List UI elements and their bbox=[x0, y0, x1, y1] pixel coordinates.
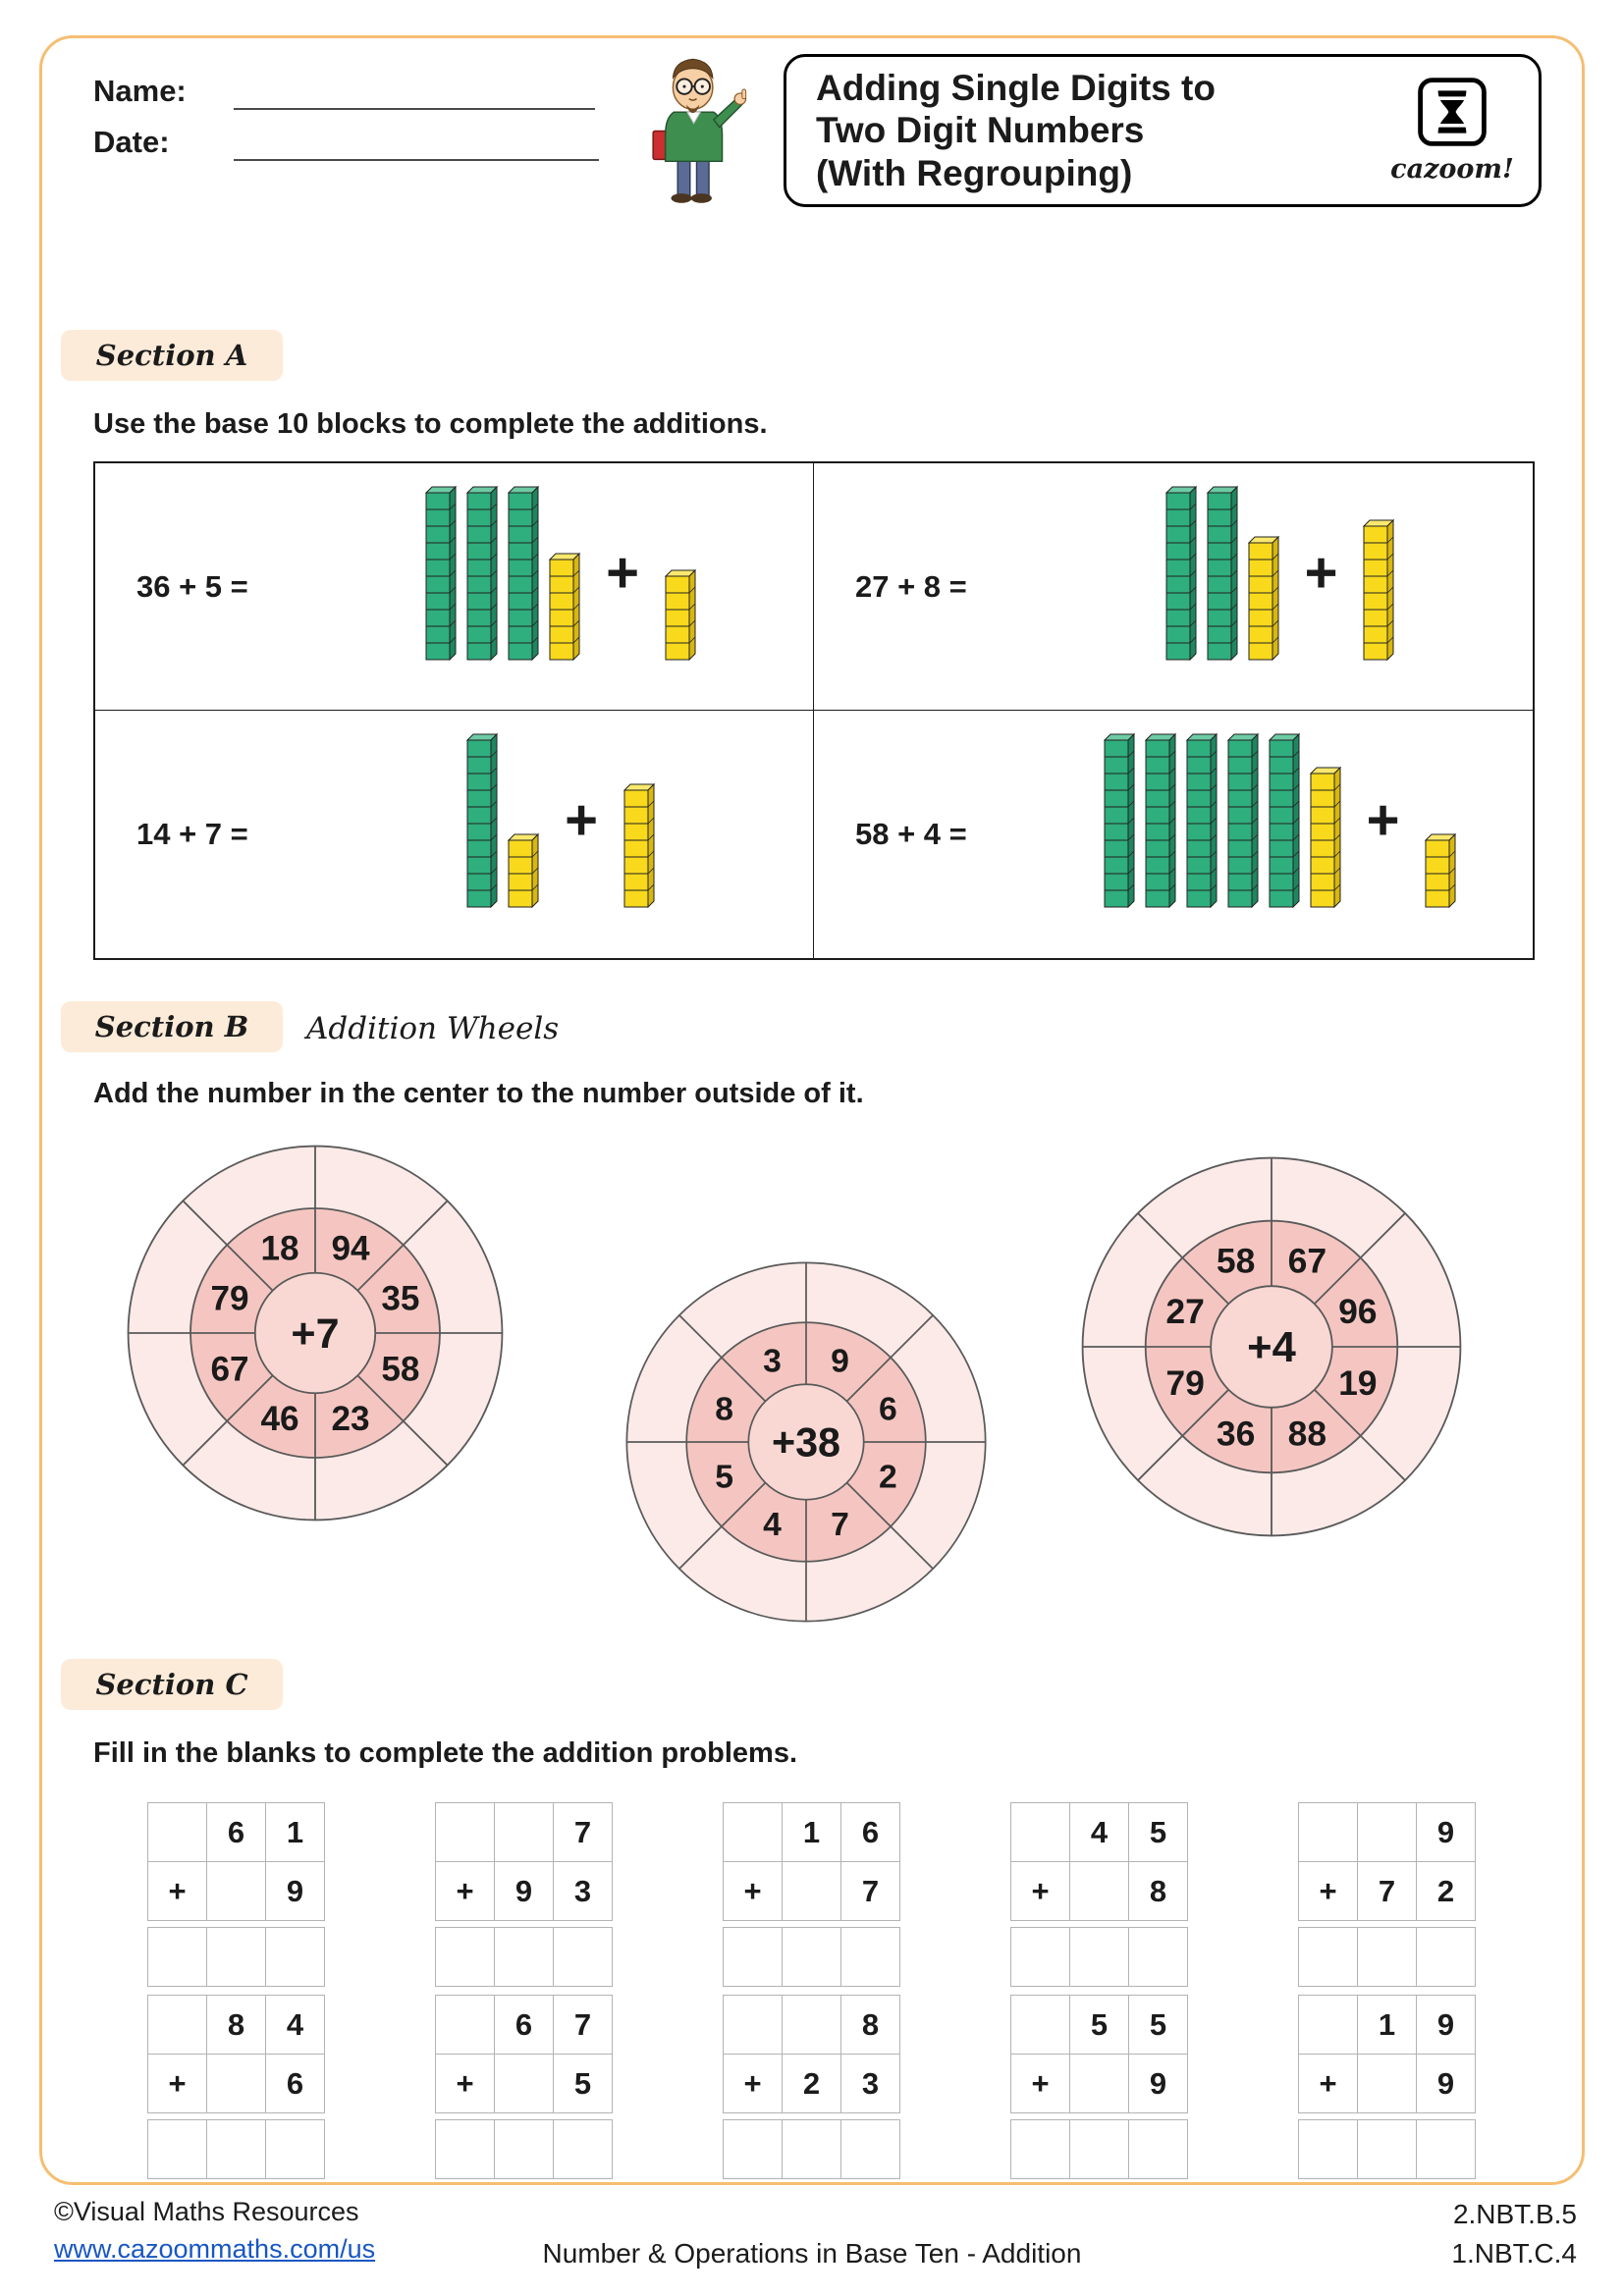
name-label: Name: bbox=[93, 74, 187, 108]
section-a-label: Section A bbox=[61, 330, 283, 381]
ones-rod bbox=[623, 783, 655, 908]
grid-cell bbox=[1069, 1927, 1129, 1987]
grid-cell bbox=[147, 1802, 207, 1862]
grid-cell bbox=[147, 2119, 207, 2179]
grid-cell bbox=[782, 1995, 841, 2055]
grid-cell bbox=[1069, 2054, 1129, 2113]
grid-cell bbox=[1298, 1802, 1358, 1862]
cazoom-logo bbox=[1389, 77, 1515, 185]
grid-cell bbox=[1298, 1927, 1358, 1987]
grid-cell: 4 bbox=[265, 1995, 325, 2055]
footer-copyright: ©Visual Maths Resources bbox=[54, 2197, 359, 2226]
grid-row bbox=[723, 1862, 900, 1921]
grid-cell: 5 bbox=[1128, 1802, 1188, 1862]
grid-cell bbox=[723, 1995, 783, 2055]
grid-cell bbox=[1357, 2054, 1417, 2113]
base10-problem-cell bbox=[95, 463, 814, 711]
wheel-number: 96 bbox=[1338, 1292, 1378, 1332]
grid-row bbox=[1010, 1802, 1188, 1862]
tens-rod bbox=[466, 486, 498, 661]
wheel-number: 94 bbox=[331, 1229, 370, 1268]
base10-blocks bbox=[1066, 486, 1533, 688]
tens-rod bbox=[1186, 733, 1218, 908]
grid-cell bbox=[206, 2119, 266, 2179]
tens-rod bbox=[1227, 733, 1259, 908]
wheel-number: 46 bbox=[260, 1400, 299, 1439]
grid-cell bbox=[723, 1927, 783, 1987]
ones-rod bbox=[549, 553, 580, 661]
grid-cell bbox=[782, 1861, 841, 1921]
wheel-center-label: +4 bbox=[1247, 1324, 1296, 1372]
plus-sign: + bbox=[606, 540, 639, 605]
grid-row bbox=[1010, 1928, 1188, 1987]
footer-url-link[interactable]: www.cazoommaths.com/us bbox=[54, 2234, 376, 2264]
worksheet-title bbox=[786, 67, 1216, 195]
grid-cell bbox=[435, 2119, 495, 2179]
wheel-number: 27 bbox=[1165, 1292, 1205, 1332]
grid-cell: 6 bbox=[494, 1995, 554, 2055]
grid-cell bbox=[1069, 1861, 1129, 1921]
grid-cell: 1 bbox=[782, 1802, 841, 1862]
grid-cell bbox=[494, 1927, 554, 1987]
base10-problem-cell bbox=[95, 711, 814, 958]
wheel-number: 2 bbox=[878, 1458, 897, 1496]
grid-cell: + bbox=[435, 2054, 495, 2113]
title-line-2: Two Digit Numbers bbox=[816, 110, 1145, 151]
addition-wheel-3 bbox=[1078, 1153, 1465, 1540]
wheel-number: 23 bbox=[331, 1400, 370, 1439]
grid-cell bbox=[1010, 1927, 1070, 1987]
grid-row bbox=[435, 2120, 613, 2179]
addition-problem-grid bbox=[435, 1802, 613, 1987]
addition-problem-grid bbox=[1298, 1802, 1476, 1987]
addition-problem-grid bbox=[723, 1995, 900, 2179]
ones-rod bbox=[1310, 767, 1341, 908]
section-b-instruction: Add the number in the center to the number outside of it. bbox=[93, 1078, 864, 1109]
grid-cell bbox=[206, 1861, 266, 1921]
grid-row bbox=[723, 2055, 900, 2113]
grid-row bbox=[147, 1862, 325, 1921]
base10-problem-cell bbox=[814, 463, 1533, 711]
grid-row bbox=[147, 1802, 325, 1862]
grid-cell bbox=[782, 1927, 841, 1987]
grid-row bbox=[723, 1995, 900, 2055]
grid-cell bbox=[1357, 1802, 1417, 1862]
grid-cell: 5 bbox=[1128, 1995, 1188, 2055]
grid-cell: + bbox=[147, 1861, 207, 1921]
wheel-center-label: +7 bbox=[291, 1310, 340, 1359]
wheel-number: 6 bbox=[878, 1390, 897, 1428]
grid-cell: 5 bbox=[1069, 1995, 1129, 2055]
worksheet-title-box bbox=[784, 54, 1542, 207]
base10-blocks bbox=[348, 486, 813, 688]
grid-cell bbox=[782, 2119, 841, 2179]
tens-rod bbox=[425, 486, 457, 661]
grid-row bbox=[723, 1928, 900, 1987]
grid-cell bbox=[1416, 1927, 1476, 1987]
grid-cell bbox=[553, 1927, 613, 1987]
grid-cell: 7 bbox=[553, 1802, 613, 1862]
cazoom-logo-text: cazoom! bbox=[1390, 154, 1514, 185]
ones-rod bbox=[1248, 536, 1279, 661]
grid-cell: 1 bbox=[1357, 1995, 1417, 2055]
grid-cell: 2 bbox=[782, 2054, 841, 2113]
teacher-illustration bbox=[630, 49, 763, 216]
grid-cell bbox=[435, 1802, 495, 1862]
grid-cell: 9 bbox=[1128, 2054, 1188, 2113]
grid-cell: + bbox=[723, 2054, 783, 2113]
grid-cell: 1 bbox=[265, 1802, 325, 1862]
footer-center-text: Number & Operations in Base Ten - Addition bbox=[542, 2238, 1082, 2269]
grid-cell: 8 bbox=[1128, 1861, 1188, 1921]
addition-problem-grid bbox=[1298, 1995, 1476, 2179]
title-line-3: (With Regrouping) bbox=[816, 152, 1133, 193]
wheel-number: 5 bbox=[715, 1458, 734, 1496]
grid-row bbox=[435, 1995, 613, 2055]
grid-cell: 8 bbox=[206, 1995, 266, 2055]
wheel-number: 58 bbox=[381, 1350, 420, 1389]
wheel-number: 9 bbox=[831, 1342, 849, 1380]
wheel-number: 79 bbox=[1165, 1362, 1205, 1403]
wheel-number: 18 bbox=[260, 1229, 299, 1268]
grid-cell: 7 bbox=[840, 1861, 900, 1921]
grid-cell: 6 bbox=[265, 2054, 325, 2113]
grid-cell: + bbox=[1298, 2054, 1358, 2113]
grid-cell: + bbox=[723, 1861, 783, 1921]
addition-problem-grid bbox=[723, 1802, 900, 1987]
grid-cell bbox=[147, 1995, 207, 2055]
wheel-number: 19 bbox=[1338, 1362, 1378, 1403]
tens-rod bbox=[1165, 486, 1197, 661]
grid-cell bbox=[1416, 2119, 1476, 2179]
tens-rod bbox=[508, 486, 539, 661]
grid-cell bbox=[435, 1995, 495, 2055]
grid-row bbox=[1010, 2055, 1188, 2113]
section-c-label: Section C bbox=[61, 1659, 283, 1710]
addition-problem-grid bbox=[435, 1995, 613, 2179]
grid-cell bbox=[494, 2054, 554, 2113]
base10-problem-cell bbox=[814, 711, 1533, 958]
wheel-number: 58 bbox=[1216, 1241, 1256, 1281]
grid-cell: 7 bbox=[553, 1995, 613, 2055]
plus-sign: + bbox=[1366, 788, 1400, 852]
ones-rod bbox=[508, 833, 539, 908]
plus-sign: + bbox=[1304, 540, 1338, 605]
grid-cell bbox=[1128, 1927, 1188, 1987]
footer-standard-1: 2.NBT.B.5 bbox=[1452, 2199, 1577, 2229]
grid-row bbox=[435, 2055, 613, 2113]
grid-cell: 2 bbox=[1416, 1861, 1476, 1921]
addition-wheel-2 bbox=[623, 1258, 990, 1626]
wheel-number: 3 bbox=[763, 1342, 782, 1380]
grid-cell: 5 bbox=[553, 2054, 613, 2113]
grid-cell: 9 bbox=[1416, 2054, 1476, 2113]
grid-cell: 6 bbox=[840, 1802, 900, 1862]
grid-cell bbox=[840, 2119, 900, 2179]
grid-cell: + bbox=[435, 1861, 495, 1921]
grid-row bbox=[1010, 1995, 1188, 2055]
grid-cell bbox=[1298, 1995, 1358, 2055]
problem-text: 14 + 7 = bbox=[136, 817, 248, 851]
wheel-number: 36 bbox=[1216, 1414, 1256, 1454]
cazoom-logo-icon bbox=[1417, 77, 1488, 147]
addition-wheel-1 bbox=[124, 1142, 507, 1524]
grid-cell bbox=[494, 1802, 554, 1862]
grid-row bbox=[147, 2120, 325, 2179]
wheel-number: 7 bbox=[831, 1506, 849, 1544]
grid-cell: 9 bbox=[1416, 1995, 1476, 2055]
addition-problem-grid bbox=[147, 1802, 325, 1987]
grid-cell bbox=[494, 2119, 554, 2179]
grid-cell: 6 bbox=[206, 1802, 266, 1862]
tens-rod bbox=[466, 733, 498, 908]
grid-row bbox=[1298, 2055, 1476, 2113]
grid-cell: + bbox=[147, 2054, 207, 2113]
grid-row bbox=[1298, 1802, 1476, 1862]
grid-cell: 7 bbox=[1357, 1861, 1417, 1921]
problem-text: 58 + 4 = bbox=[855, 817, 967, 851]
grid-row bbox=[1010, 1862, 1188, 1921]
grid-cell bbox=[265, 2119, 325, 2179]
name-input-line bbox=[234, 108, 595, 110]
base10-blocks bbox=[1066, 733, 1533, 935]
grid-cell bbox=[723, 2119, 783, 2179]
grid-cell: + bbox=[1010, 2054, 1070, 2113]
grid-row bbox=[435, 1802, 613, 1862]
grid-cell bbox=[147, 1927, 207, 1987]
grid-cell: + bbox=[1298, 1861, 1358, 1921]
grid-row bbox=[147, 1995, 325, 2055]
wheel-number: 67 bbox=[210, 1350, 249, 1389]
base10-table bbox=[93, 461, 1535, 960]
grid-cell bbox=[1069, 2119, 1129, 2179]
grid-row bbox=[723, 2120, 900, 2179]
grid-row bbox=[435, 1862, 613, 1921]
addition-grids-row-1 bbox=[147, 1802, 1476, 1987]
grid-row bbox=[147, 1928, 325, 1987]
grid-cell bbox=[435, 1927, 495, 1987]
grid-row bbox=[435, 1928, 613, 1987]
wheel-number: 8 bbox=[715, 1390, 734, 1428]
grid-cell bbox=[1010, 1995, 1070, 2055]
grid-row bbox=[1298, 1995, 1476, 2055]
date-input-line bbox=[234, 159, 599, 161]
addition-problem-grid bbox=[1010, 1995, 1188, 2179]
wheel-number: 35 bbox=[381, 1279, 420, 1318]
grid-cell: 8 bbox=[840, 1995, 900, 2055]
problem-text: 27 + 8 = bbox=[855, 568, 967, 604]
tens-rod bbox=[1269, 733, 1300, 908]
grid-cell: 9 bbox=[1416, 1802, 1476, 1862]
grid-row bbox=[1298, 2120, 1476, 2179]
wheel-number: 88 bbox=[1287, 1414, 1327, 1454]
grid-row bbox=[147, 2055, 325, 2113]
grid-cell bbox=[265, 1927, 325, 1987]
grid-row bbox=[1298, 1862, 1476, 1921]
plus-sign: + bbox=[565, 788, 598, 852]
tens-rod bbox=[1104, 733, 1135, 908]
footer-standard-2: 1.NBT.C.4 bbox=[1451, 2238, 1577, 2269]
addition-problem-grid bbox=[147, 1995, 325, 2179]
addition-grids-row-2 bbox=[147, 1995, 1476, 2179]
problem-text: 36 + 5 = bbox=[136, 568, 248, 604]
wheel-center-label: +38 bbox=[771, 1419, 841, 1466]
grid-cell: 3 bbox=[840, 2054, 900, 2113]
grid-cell: 4 bbox=[1069, 1802, 1129, 1862]
grid-cell: 9 bbox=[265, 1861, 325, 1921]
section-a-instruction: Use the base 10 blocks to complete the additions. bbox=[93, 408, 768, 440]
addition-problem-grid bbox=[1010, 1802, 1188, 1987]
grid-cell bbox=[1010, 1802, 1070, 1862]
grid-cell bbox=[1357, 2119, 1417, 2179]
grid-cell bbox=[1298, 2119, 1358, 2179]
grid-cell bbox=[723, 1802, 783, 1862]
ones-rod bbox=[1363, 519, 1394, 661]
grid-cell bbox=[1128, 2119, 1188, 2179]
grid-cell: + bbox=[1010, 1861, 1070, 1921]
tens-rod bbox=[1207, 486, 1238, 661]
grid-row bbox=[1010, 2120, 1188, 2179]
wheel-number: 4 bbox=[763, 1506, 782, 1544]
grid-row bbox=[723, 1802, 900, 1862]
section-b-subtitle: Addition Wheels bbox=[306, 1011, 560, 1046]
wheel-number: 67 bbox=[1287, 1241, 1327, 1281]
grid-cell bbox=[1357, 1927, 1417, 1987]
grid-cell: 9 bbox=[494, 1861, 554, 1921]
grid-row bbox=[1298, 1928, 1476, 1987]
grid-cell bbox=[840, 1927, 900, 1987]
section-c-instruction: Fill in the blanks to complete the addition problems. bbox=[93, 1737, 798, 1769]
ones-rod bbox=[665, 569, 696, 661]
grid-cell bbox=[553, 2119, 613, 2179]
title-line-1: Adding Single Digits to bbox=[816, 67, 1216, 108]
section-b-label: Section B bbox=[61, 1001, 283, 1052]
date-label: Date: bbox=[93, 125, 170, 159]
tens-rod bbox=[1145, 733, 1176, 908]
grid-cell bbox=[1010, 2119, 1070, 2179]
teacher-leg bbox=[677, 159, 690, 195]
wheel-number: 79 bbox=[210, 1279, 249, 1318]
grid-cell: 3 bbox=[553, 1861, 613, 1921]
grid-cell bbox=[206, 2054, 266, 2113]
grid-cell bbox=[206, 1927, 266, 1987]
ones-rod bbox=[1425, 833, 1456, 908]
base10-blocks bbox=[348, 733, 813, 935]
